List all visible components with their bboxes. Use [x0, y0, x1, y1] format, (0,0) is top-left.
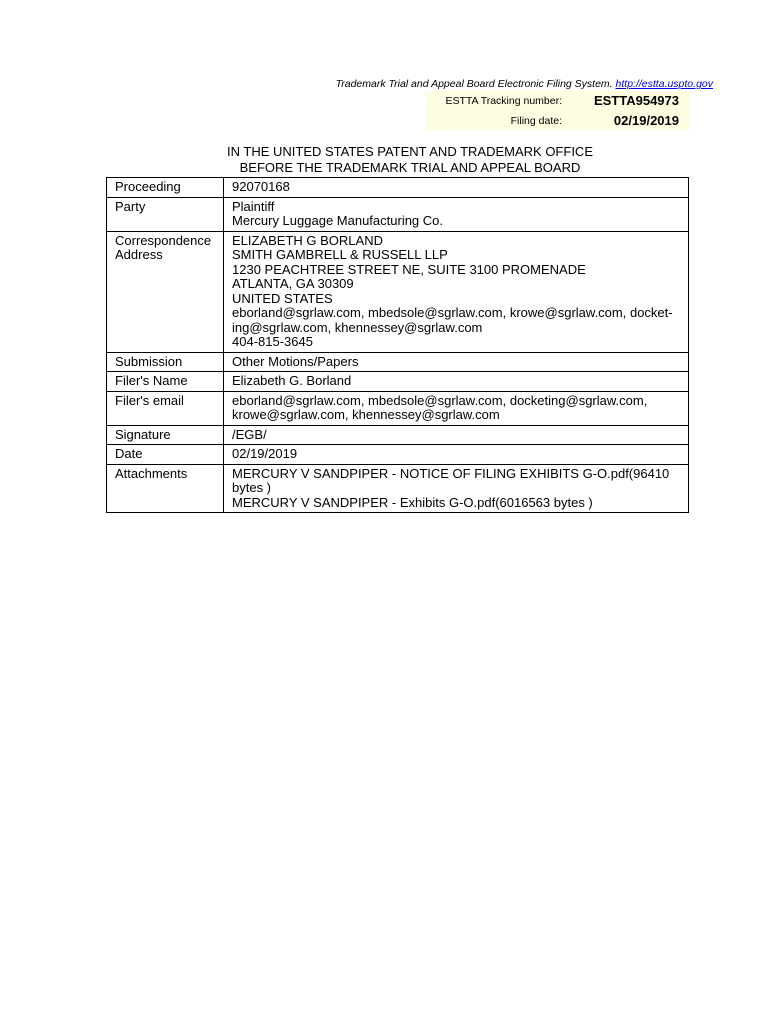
row-label: Filer's Name [107, 372, 224, 392]
filing-system-header [300, 78, 713, 90]
tracking-number-label: ESTTA Tracking number: [445, 95, 562, 107]
table-row-proceeding [107, 178, 689, 198]
table-row-filers-name [107, 372, 689, 392]
row-label: Correspondence Address [107, 231, 224, 352]
row-value: Other Motions/Papers [224, 352, 689, 372]
title-line-1: IN THE UNITED STATES PATENT AND TRADEMARK OFFICE [227, 144, 593, 159]
document-title [0, 144, 770, 176]
row-label: Filer's email [107, 391, 224, 425]
row-label: Signature [107, 425, 224, 445]
filing-system-text: Trademark Trial and Appeal Board Electronic Filing System. [335, 78, 613, 90]
filing-details-table [106, 177, 689, 513]
table-row-attachments [107, 464, 689, 513]
row-label: Date [107, 445, 224, 465]
table-row-filers-email [107, 391, 689, 425]
title-line-2: BEFORE THE TRADEMARK TRIAL AND APPEAL BOARD [239, 160, 581, 175]
estta-link[interactable]: http://estta.uspto.gov [615, 78, 713, 90]
row-label: Submission [107, 352, 224, 372]
row-value: 02/19/2019 [224, 445, 689, 465]
table-row-signature [107, 425, 689, 445]
table-row-submission [107, 352, 689, 372]
filing-date-row [425, 111, 689, 131]
table-row-date [107, 445, 689, 465]
filing-date-label: Filing date: [510, 115, 562, 127]
row-value: Elizabeth G. Borland [224, 372, 689, 392]
row-label: Party [107, 197, 224, 231]
filing-date-value: 02/19/2019 [613, 113, 679, 128]
row-label: Proceeding [107, 178, 224, 198]
row-value: 92070168 [224, 178, 689, 198]
tracking-box [425, 91, 689, 131]
row-label: Attachments [107, 464, 224, 513]
tracking-number-row [425, 91, 689, 111]
row-value: ELIZABETH G BORLAND SMITH GAMBRELL & RUSSELL LLP 1230 PEACHTREE STREET NE, SUITE 3100 PROMENADE ATLANTA, GA 30309 UNITED STATES eborland@sgrlaw.com, mbedsole@sgrlaw.com, krowe@sgrlaw.com, docket- ing@sgrlaw.com, khennessey@sgrlaw.com 404-815-3645 [224, 231, 689, 352]
row-value: eborland@sgrlaw.com, mbedsole@sgrlaw.com, docketing@sgrlaw.com, krowe@sgrlaw.com, khennessey@sgrlaw.com [224, 391, 689, 425]
table-row-party [107, 197, 689, 231]
row-value: /EGB/ [224, 425, 689, 445]
row-value: Plaintiff Mercury Luggage Manufacturing Co. [224, 197, 689, 231]
table-row-correspondence-address [107, 231, 689, 352]
row-value: MERCURY V SANDPIPER - NOTICE OF FILING EXHIBITS G-O.pdf(96410 bytes ) MERCURY V SANDPIPER - Exhibits G-O.pdf(6016563 bytes ) [224, 464, 689, 513]
tracking-number-value: ESTTA954973 [593, 93, 679, 108]
